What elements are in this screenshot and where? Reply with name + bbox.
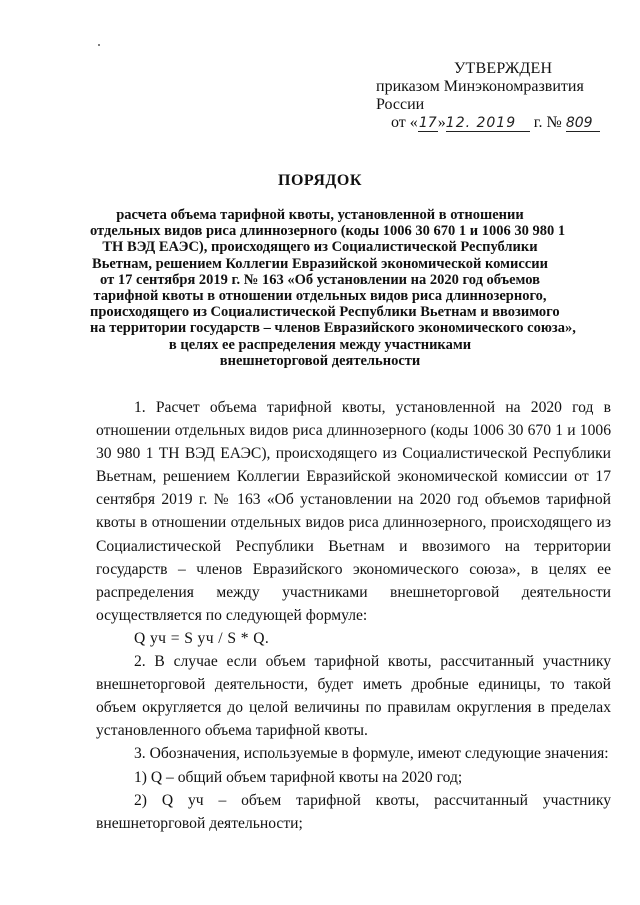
subtitle-line: внешнеторговой деятельности [219, 352, 421, 369]
handwritten-month-year: 12. 2019 [446, 116, 530, 132]
document-subtitle [90, 207, 576, 369]
date-prefix: от « [391, 114, 418, 131]
subtitle-line: на территории государств – членов Евразийского экономического союза», [90, 320, 576, 337]
handwritten-day: 17 [418, 115, 437, 131]
date-suffix: г. № [533, 114, 562, 131]
date-separator: » [437, 114, 446, 131]
definition-item-2: 2) Q уч – объем тарифной квоты, рассчитанный участнику внешнеторговой деятельности; [96, 791, 611, 832]
subtitle-line: ТН ВЭД ЕАЭС), происходящего из Социалистической Республики [102, 239, 538, 256]
subtitle-line: расчета объема тарифной квоты, установленной в отношении [116, 207, 524, 223]
formula: Q уч = S уч / S * Q. [134, 629, 270, 647]
scan-speck [98, 44, 100, 46]
subtitle-line: Вьетнам, решением Коллегии Евразийской экономической комиссии [92, 255, 548, 272]
approval-block [336, 60, 596, 132]
definition-item-1: 1) Q – общий объем тарифной квоты на 2020 год; [134, 768, 463, 786]
subtitle-line: отдельных видов риса длиннозерного (коды 1006 30 670 1 и 1006 30 980 1 [90, 223, 566, 240]
paragraph-3: 3. Обозначения, используемые в формуле, имеют следующие значения: [134, 745, 609, 763]
document-title: ПОРЯДОК [278, 172, 362, 189]
subtitle-line: происходящего из Социалистической Республики Вьетнам и ввозимого [90, 304, 560, 321]
subtitle-line: от 17 сентября 2019 г. № 163 «Об установлении на 2020 год объемов [100, 271, 540, 288]
approval-date-line [336, 114, 596, 132]
paragraph-2: 2. В случае если объем тарифной квоты, рассчитанный участнику внешнеторговой деятельности, будет иметь дробные единицы, то такой объем округляется до целой величины по правилам округления в пределах установленного объема тарифной квоты. [96, 653, 611, 740]
approval-status: УТВЕРЖДЕН [454, 60, 553, 77]
document-body [96, 396, 611, 835]
paragraph-1: 1. Расчет объема тарифной квоты, установленной на 2020 год в отношении отдельных видов риса длиннозерного (коды 1006 30 670 1 и 1006 30 980 1 ТН ВЭД ЕАЭС), происходящего из Социалистической Республики Вьетнам, решением Коллегии Евразийской экономической комиссии от 17 сентября 2019 г. № 163 «Об установлении на 2020 год объемов тарифной квоты в отношении отдельных видов риса длиннозерного, происходящего из Социалистической Республики Вьетнам и ввозимого на территории государств – членов Евразийского экономического союза», в целях ее распределения между участниками внешнеторговой деятельности осуществляется по следующей формуле: [96, 399, 611, 624]
subtitle-line: в целях ее распределения между участниками [168, 336, 472, 353]
approval-issuer: приказом Минэкономразвития России [376, 78, 584, 113]
handwritten-order-number: 809 [566, 116, 600, 132]
subtitle-line: тарифной квоты в отношении отдельных видов риса длиннозерного, [93, 288, 547, 305]
